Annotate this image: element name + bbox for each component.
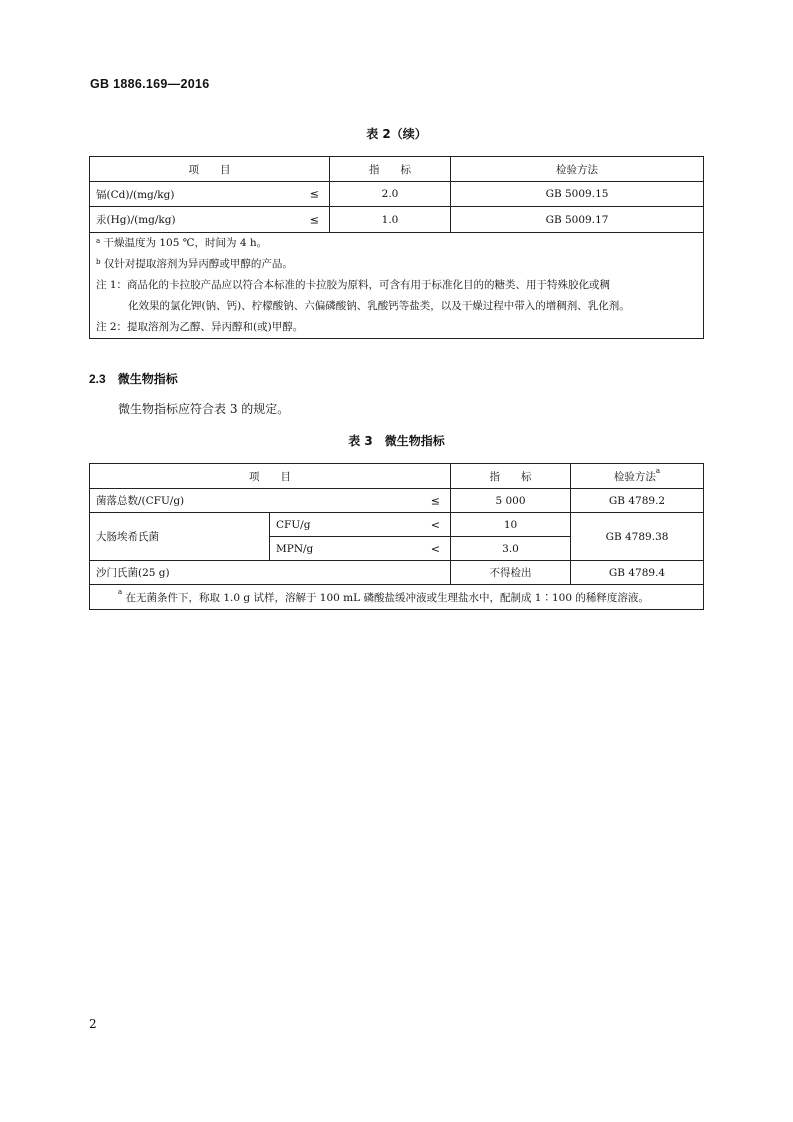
table3-header-value: 指 标 xyxy=(451,464,571,489)
table3-header-method xyxy=(571,464,704,489)
cell-value: 2.0 xyxy=(330,182,451,207)
table2-title: 表 2（续） xyxy=(366,127,427,141)
footnote-text: 在无菌条件下，称取 1.0 g 试样，溶解于 100 mL 磷酸盐缓冲液或生理盐水中，配制成 1∶100 的稀释度溶液。 xyxy=(125,591,649,604)
table3-item-total-colony xyxy=(90,489,451,513)
footnote-mark: a xyxy=(655,466,661,475)
cell-value: 10 xyxy=(451,513,571,537)
note-text: 提取溶剂为乙醇、异丙醇和(或)甲醇。 xyxy=(127,321,304,333)
footnote-a xyxy=(96,233,697,254)
header-method-label: 检验方法 xyxy=(613,470,656,483)
cell-method: GB 5009.17 xyxy=(451,207,704,233)
cell-item-label: 汞(Hg)/(mg/kg) xyxy=(96,214,176,226)
table-row xyxy=(90,182,704,207)
footnote-b xyxy=(96,254,697,275)
footnote-mark: a xyxy=(96,237,101,245)
leq-symbol: ≤ xyxy=(430,494,440,507)
table3-item-salmonella: 沙门氏菌(25 g) xyxy=(90,561,451,585)
note-2 xyxy=(96,317,697,338)
table2-header-row xyxy=(90,157,704,182)
table3-footnote xyxy=(90,585,704,610)
cell-unit: MPN/g xyxy=(276,542,314,555)
cell-method: GB 4789.4 xyxy=(571,561,704,585)
note-label: 注 1： xyxy=(96,279,128,291)
footnote-text: 仅针对提取溶剂为异丙醇或甲醇的产品。 xyxy=(103,258,293,270)
table3-header-row xyxy=(90,464,704,489)
table3-sub-cfu xyxy=(270,513,451,537)
cell-unit: CFU/g xyxy=(276,518,311,531)
leq-symbol: ≤ xyxy=(309,187,319,201)
table3-item-ecoli: 大肠埃希氏菌 xyxy=(90,513,270,561)
note-text: 商品化的卡拉胶产品应以符合本标准的卡拉胶为原料，可含有用于标准化目的的糖类、用于特殊胶化或稠 xyxy=(127,279,611,291)
body-paragraph: 微生物指标应符合表 3 的规定。 xyxy=(118,402,290,416)
table-row xyxy=(90,207,704,233)
table-row xyxy=(90,561,704,585)
section-heading xyxy=(89,370,178,387)
cell-value: 不得检出 xyxy=(451,561,571,585)
cell-value: 3.0 xyxy=(451,537,571,561)
footnote-text: 干燥温度为 105 ℃，时间为 4 h。 xyxy=(103,237,268,249)
table2-item-hg xyxy=(90,207,330,233)
cell-value: 5 000 xyxy=(451,489,571,513)
table3-header-item: 项 目 xyxy=(90,464,451,489)
cell-item-label: 镉(Cd)/(mg/kg) xyxy=(96,188,175,201)
cell-method: GB 5009.15 xyxy=(451,182,704,207)
table2 xyxy=(89,156,704,339)
standard-code: GB 1886.169—2016 xyxy=(90,77,210,91)
section-number: 2.3 xyxy=(89,372,106,386)
table2-notes xyxy=(90,233,704,339)
note-1-continuation: 化效果的氯化钾(钠、钙)、柠檬酸钠、六偏磷酸钠、乳酸钙等盐类，以及干燥过程中带入的增稠剂、乳化剂。 xyxy=(128,300,630,312)
page-number: 2 xyxy=(89,1017,97,1031)
table-row xyxy=(90,513,704,537)
table2-item-cd xyxy=(90,182,330,207)
footnote-mark: a xyxy=(118,587,123,596)
table2-header-item: 项 目 xyxy=(90,157,330,182)
table2-notes-row xyxy=(90,233,704,339)
table-row xyxy=(90,489,704,513)
table3-footnote-row xyxy=(90,585,704,610)
cell-method: GB 4789.2 xyxy=(571,489,704,513)
table2-header-method: 检验方法 xyxy=(451,157,704,182)
cell-method: GB 4789.38 xyxy=(571,513,704,561)
table3-sub-mpn xyxy=(270,537,451,561)
note-1 xyxy=(96,275,697,296)
table3 xyxy=(89,463,704,610)
less-than-symbol: < xyxy=(430,518,440,531)
footnote-mark: b xyxy=(96,258,101,266)
leq-symbol: ≤ xyxy=(309,213,319,226)
section-title: 微生物指标 xyxy=(117,372,178,386)
note-label: 注 2： xyxy=(96,321,128,333)
less-than-symbol: < xyxy=(430,542,440,555)
cell-value: 1.0 xyxy=(330,207,451,233)
table3-title: 表 3 微生物指标 xyxy=(348,434,445,448)
table2-header-value: 指 标 xyxy=(330,157,451,182)
cell-item-label: 菌落总数/(CFU/g) xyxy=(96,495,185,507)
